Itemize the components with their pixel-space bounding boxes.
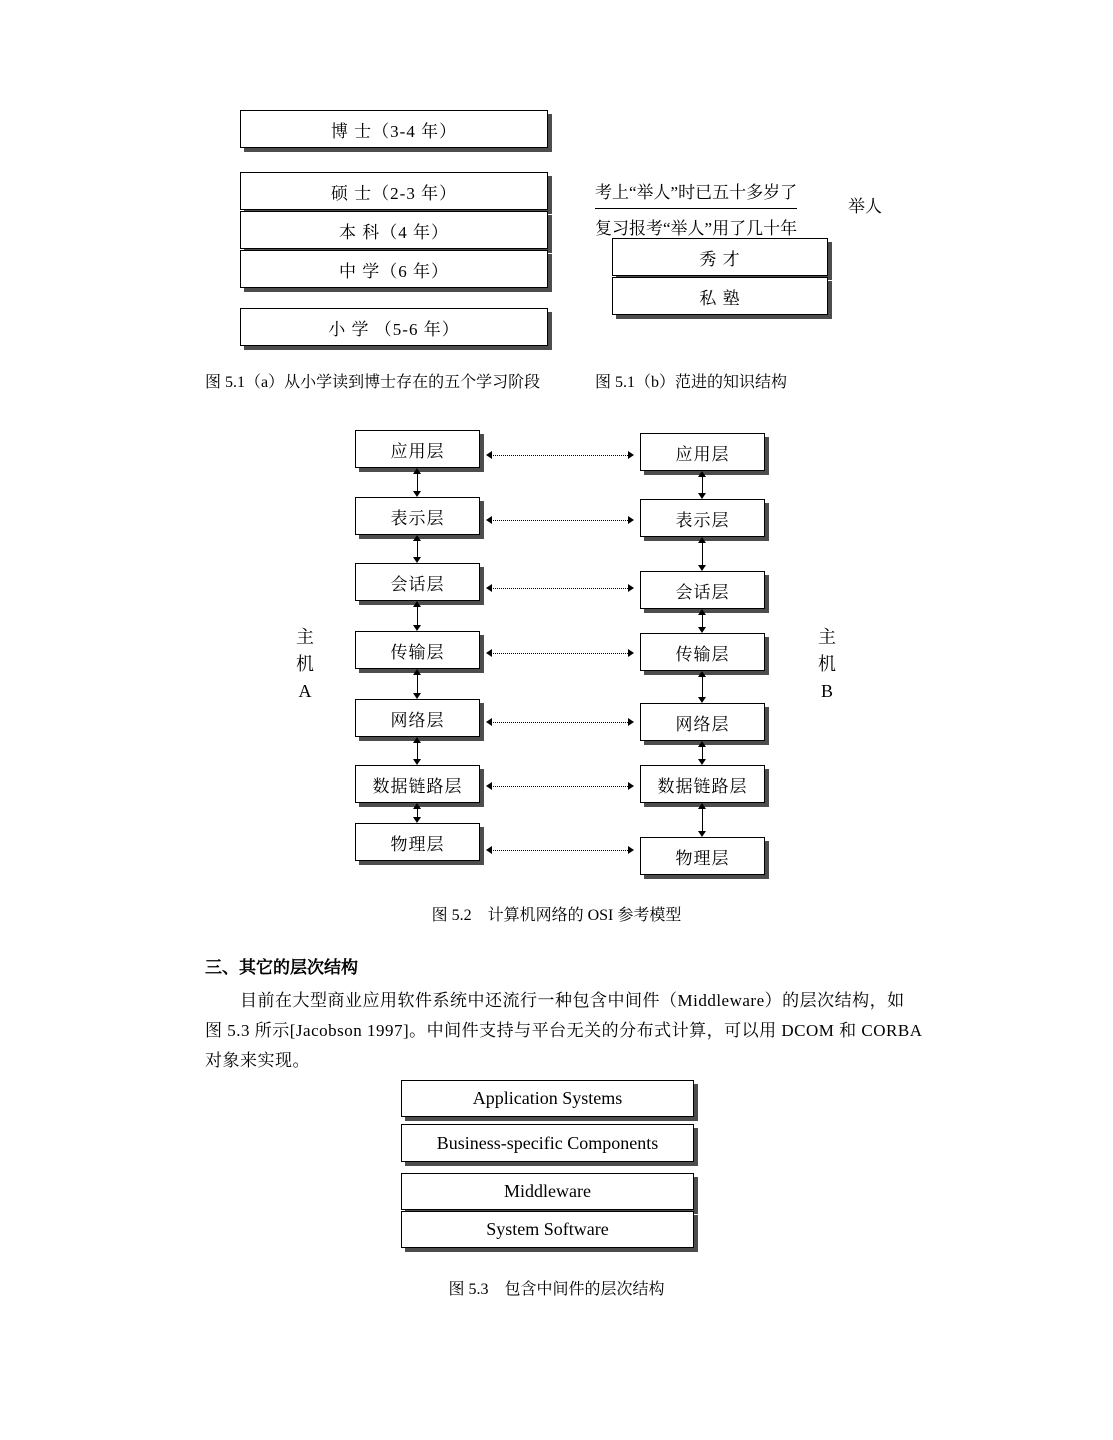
vertical-arrow-icon	[698, 741, 706, 765]
paragraph-line: 目前在大型商业应用软件系统中还流行一种包含中间件（Middleware）的层次结构，如	[240, 991, 905, 1010]
dotted-arrow-icon	[486, 718, 634, 726]
fig52-layer-label: 表示层	[675, 510, 730, 530]
paragraph-line: 图 5.3 所示[Jacobson 1997]。中间件支持与平台无关的分布式计算，可以用 DCOM 和 CORBA	[205, 1021, 923, 1040]
fig51a-box-label: 博 士（3-4 年）	[330, 121, 458, 141]
fig52-host-b-label	[814, 624, 840, 705]
fig51a-box-doctor	[240, 110, 548, 148]
fig52-layer-label: 网络层	[390, 710, 445, 730]
fig51b-box-label: 秀 才	[699, 249, 741, 269]
vertical-arrow-icon	[413, 669, 421, 699]
fig52-right-layer-application	[640, 433, 765, 471]
fig53-box-business-components	[401, 1124, 694, 1162]
fig51a-caption: 图 5.1（a）从小学读到博士存在的五个学习阶段	[205, 374, 541, 391]
fig51a-box-middle-school	[240, 250, 548, 288]
fig52-right-layer-session	[640, 571, 765, 609]
fig51b-box-xiucai	[612, 238, 828, 276]
fig51b-annotation	[595, 178, 797, 239]
fig52-layer-label: 数据链路层	[657, 776, 748, 796]
fig51a-box-master	[240, 172, 548, 210]
fig52-caption: 图 5.2 计算机网络的 OSI 参考模型	[431, 907, 682, 924]
fig52-right-layer-physical	[640, 837, 765, 875]
fig53-box-label: Middleware	[504, 1181, 591, 1201]
host-a-char: 主	[296, 627, 314, 647]
fig52-left-layer-session	[355, 563, 480, 601]
fig52-left-layer-presentation	[355, 497, 480, 535]
fig52-layer-label: 网络层	[675, 714, 730, 734]
dotted-arrow-icon	[486, 649, 634, 657]
fig51b-annotation-line2: 复习报考“举人”用了几十年	[595, 219, 798, 238]
host-b-char: B	[820, 681, 833, 701]
fig51a-box-label: 硕 士（2-3 年）	[330, 183, 458, 203]
fig53-box-label: System Software	[486, 1219, 609, 1239]
fig53-box-middleware	[401, 1173, 694, 1210]
dotted-arrow-icon	[486, 451, 634, 459]
vertical-arrow-icon	[698, 471, 706, 499]
dotted-arrow-icon	[486, 516, 634, 524]
fig51a-box-label: 本 科（4 年）	[339, 222, 449, 242]
fig51a-box-bachelor	[240, 211, 548, 249]
host-a-char: A	[298, 681, 312, 701]
fig51a-box-label: 中 学（6 年）	[339, 261, 449, 281]
vertical-arrow-icon	[698, 609, 706, 633]
fig52-layer-label: 传输层	[390, 642, 445, 662]
fig52-layer-label: 应用层	[675, 444, 730, 464]
fig51a-box-primary-school	[240, 308, 548, 346]
host-b-char: 机	[818, 654, 836, 674]
fig51b-caption: 图 5.1（b）范进的知识结构	[595, 374, 788, 391]
vertical-arrow-icon	[413, 535, 421, 563]
fig51b-box-label: 私 塾	[699, 288, 741, 308]
vertical-arrow-icon	[698, 671, 706, 703]
section-heading: 三、其它的层次结构	[205, 958, 358, 977]
vertical-arrow-icon	[413, 737, 421, 765]
vertical-arrow-icon	[413, 468, 421, 497]
fig52-layer-label: 会话层	[675, 582, 730, 602]
fig53-caption: 图 5.3 包含中间件的层次结构	[448, 1281, 665, 1298]
fig52-right-layer-network	[640, 703, 765, 741]
vertical-arrow-icon	[413, 601, 421, 631]
host-a-char: 机	[296, 654, 314, 674]
fig52-left-layer-physical	[355, 823, 480, 861]
fig52-left-layer-network	[355, 699, 480, 737]
fig52-layer-label: 数据链路层	[372, 776, 463, 796]
vertical-arrow-icon	[698, 537, 706, 571]
fig52-left-layer-datalink	[355, 765, 480, 803]
fig53-box-application-systems	[401, 1080, 694, 1117]
dotted-arrow-icon	[486, 782, 634, 790]
fig53-box-system-software	[401, 1211, 694, 1248]
fig52-right-layer-datalink	[640, 765, 765, 803]
paragraph-line: 对象来实现。	[205, 1051, 310, 1070]
dotted-arrow-icon	[486, 846, 634, 854]
fig53-box-label: Application Systems	[472, 1088, 623, 1108]
fig52-layer-label: 传输层	[675, 644, 730, 664]
fig52-right-layer-transport	[640, 633, 765, 671]
vertical-arrow-icon	[698, 803, 706, 837]
dotted-arrow-icon	[486, 584, 634, 592]
fig53-box-label: Business-specific Components	[436, 1132, 659, 1153]
host-b-char: 主	[818, 627, 836, 647]
fig52-left-layer-application	[355, 430, 480, 468]
fig52-host-a-label	[292, 624, 318, 705]
fig52-right-layer-presentation	[640, 499, 765, 537]
vertical-arrow-icon	[413, 803, 421, 823]
fig51b-side-label: 举人	[848, 197, 882, 216]
fig51b-annotation-line1: 考上“举人”时已五十多岁了	[595, 178, 797, 209]
fig51b-box-sishu	[612, 277, 828, 315]
fig52-layer-label: 物理层	[675, 848, 730, 868]
fig52-layer-label: 会话层	[390, 574, 445, 594]
fig52-layer-label: 应用层	[390, 441, 445, 461]
fig52-layer-label: 表示层	[390, 508, 445, 528]
fig51a-box-label: 小 学 （5-6 年）	[328, 319, 460, 339]
fig52-left-layer-transport	[355, 631, 480, 669]
fig52-layer-label: 物理层	[390, 834, 445, 854]
